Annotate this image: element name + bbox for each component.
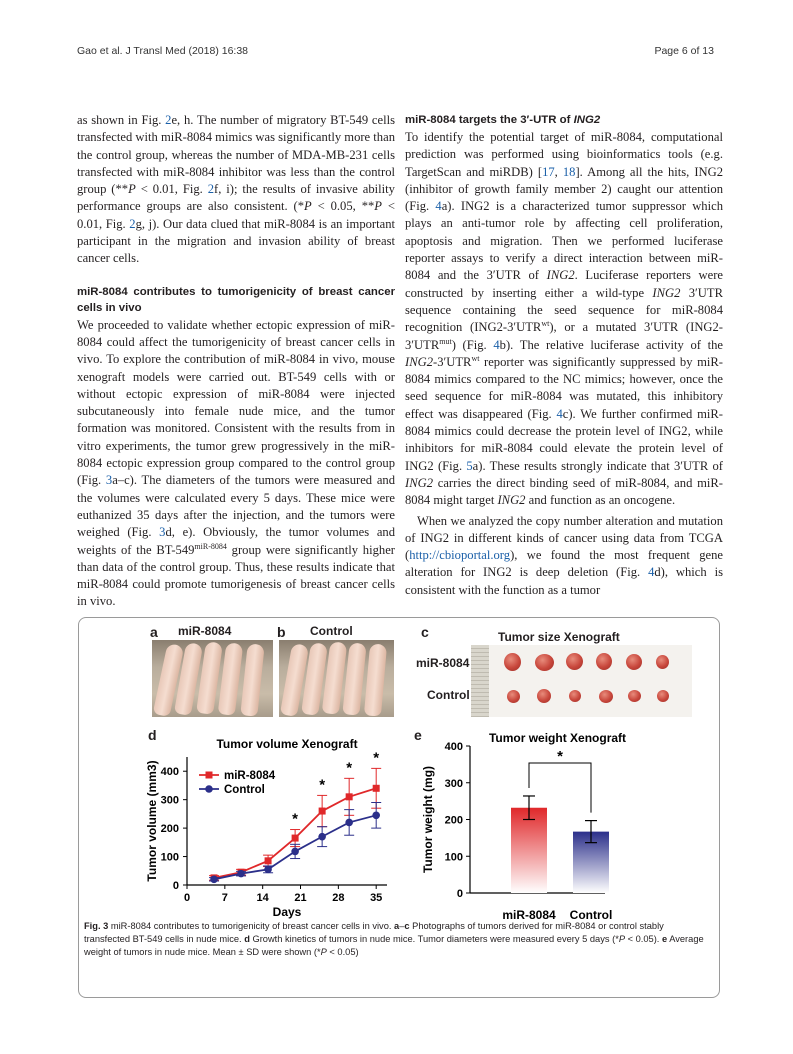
y-tick-label: 100: [444, 851, 463, 864]
x-tick-label: 28: [332, 892, 345, 904]
ruler: [471, 645, 489, 717]
data-point: [264, 866, 272, 874]
paragraph: We proceeded to validate whether ectopic expression of miR-8084 could affect the tumorigenicity of breast cancer cells in vivo. To explore the contribution of miR-8084 in vivo, mouse xenograft models were carried out. BT-549 cells with or without ectopic expression of miR-8084 were injected subcutaneously into female nude mice, and the tumor formation was monitored. Consistent with the results from in vitro experiments, the tumor grew progressively in the miR-8084 ectopic expression group compared to the control group (Fig. 3a–c). The diameters of the tumors were measured and the volumes were calculated every 5 days. These mice were euthanized 35 days after the injection, and the tumors were weighed (Fig. 3d, e). Obviously, the tumor volumes and weights of the $BT-549^{miR-8084}$ group were significantly higher than data of the control group. Thus, these results indicate that miR-8084 could promote tumorigenesis of breast cancer cells in vivo.: [77, 317, 396, 609]
y-axis-label: Tumor volume (mm3): [145, 760, 159, 882]
x-axis-label: Days: [272, 905, 302, 919]
data-point: [265, 857, 272, 864]
section-heading: miR-8084 contributes to tumorigenicity of breast cancer cells in vivo: [77, 285, 395, 314]
x-tick-label: 21: [294, 892, 307, 904]
figure-link[interactable]: 4: [435, 199, 442, 214]
panel-letter-b: b: [277, 624, 286, 640]
y-axis-label: Tumor weight (mg): [421, 765, 435, 874]
data-point: [210, 876, 218, 884]
significance-star: *: [373, 749, 380, 767]
category-label: miR-8084: [502, 908, 556, 922]
section-heading: miR-8084 targets the 3′-UTR of ING2: [405, 114, 601, 126]
y-tick-label: 400: [160, 766, 179, 779]
citation-link[interactable]: 18: [562, 164, 576, 179]
figure-link[interactable]: 2: [165, 113, 172, 127]
y-tick-label: 200: [160, 823, 179, 836]
figure-link[interactable]: 4: [648, 565, 655, 580]
tumor-photo: [471, 645, 692, 717]
page-number: Page 6 of 13: [654, 45, 714, 57]
legend-label: miR-8084: [224, 770, 276, 782]
data-point: [373, 785, 380, 792]
data-point: [319, 808, 326, 815]
x-tick-label: 0: [183, 892, 191, 904]
panel-letter-d: d: [148, 727, 157, 743]
category-label: Control: [569, 908, 613, 922]
x-tick-label: 14: [256, 892, 269, 904]
y-tick-label: 200: [444, 814, 463, 827]
figure-link[interactable]: 2: [129, 216, 136, 231]
y-tick-label: 100: [160, 851, 179, 864]
panel-c-row-label: miR-8084: [416, 656, 470, 670]
tumor-volume-chart: [142, 732, 402, 919]
mice-photo-control: [279, 640, 394, 717]
citation-link[interactable]: 17: [542, 164, 555, 179]
data-point: [237, 870, 245, 878]
data-point: [291, 848, 299, 856]
tumor-weight-chart: [420, 732, 660, 922]
figure-link[interactable]: 4: [493, 337, 500, 352]
y-tick-label: 300: [160, 794, 179, 807]
figure-link[interactable]: 3: [105, 473, 113, 488]
x-tick-label: 35: [370, 892, 383, 904]
left-column: [77, 112, 395, 611]
chart-title: Tumor weight Xenograft: [488, 731, 627, 745]
running-header: Gao et al. J Transl Med (2018) 16:38: [77, 45, 249, 57]
panel-c-title: Tumor size Xenograft: [498, 630, 620, 644]
data-point: [318, 833, 326, 841]
panel-b-title: Control: [310, 624, 353, 638]
significance-bracket: [529, 763, 591, 813]
y-tick-label: 0: [172, 880, 179, 892]
chart-title: Tumor volume Xenograft: [216, 737, 358, 751]
data-point: [372, 812, 380, 820]
y-tick-label: 0: [456, 888, 463, 900]
paragraph: To identify the potential target of miR-8084, computational prediction was performed using bioinformatics tools (e.g. TargetScan and miRDB) [17, 18]. Among all the hits, ING2 (inhibitor of growth family member 2) caught our attention (Fig. 4a). ING2 is a characterized tumor suppressor which plays an anti-tumor role by affecting cell proliferation, apoptosis and migration. Then we performed luciferase reporter assays to verify a direct interaction between miR-8084 and the 3′UTR of ING2. Luciferase reporters were constructed by inserting either a wild-type ING2 3′UTR sequence containing the seed sequence for miR-8084 recognition $(ING2-3'UTR^{wt})$, or a mutated 3′UTR $(ING2-3'UTR^{mut})$ (Fig. 4b). The relative luciferase activity of the $ING2-3'UTR^{wt}$ reporter was significantly suppressed by miR-8084 mimics compared to the NC mimics; however, once the seed sequence for miR-8084 was mutated, this inhibitory effect was disappeared (Fig. 4c). We further confirmed miR-8084 mimics could decrease the protein level of ING2, while inhibitors for miR-8084 could elevate the protein level of ING2 (Fig. 5a). These results strongly indicate that 3′UTR of ING2 carries the direct binding seed of miR-8084, and miR-8084 might target ING2 and function as an oncogene.: [405, 130, 724, 508]
figure-link[interactable]: 5: [466, 458, 473, 473]
panel-letter-c: c: [421, 624, 429, 640]
legend-marker: [205, 785, 213, 793]
external-link[interactable]: http://cbioportal.org: [409, 548, 511, 563]
panel-c-row-label: Control: [427, 688, 470, 702]
significance-star: *: [346, 759, 353, 777]
significance-star: *: [557, 748, 563, 765]
panel-a-title: miR-8084: [178, 624, 232, 638]
x-tick-label: 7: [221, 892, 228, 904]
y-tick-label: 400: [444, 741, 463, 753]
panel-letter-e: e: [414, 727, 422, 743]
legend-marker: [206, 772, 213, 779]
figure-link[interactable]: 4: [556, 406, 563, 421]
panel-letter-a: a: [150, 624, 158, 640]
paragraph: as shown in Fig. 2e, h. The number of migratory BT-549 cells transfected with miR-8084 mimics was significantly more than the control group, whereas the number of MDA-MB-231 cells transfected with miR-8084 inhibitor was less than the control group (**P < 0.01, Fig. 2f, i); the results of invasive ability performance groups are also consistent. (*P < 0.05, **P < 0.01, Fig. 2g, j). Our data clued that miR-8084 is an important participant in the migration and invasion ability of breast cancer cells.: [77, 113, 396, 266]
y-tick-label: 300: [444, 777, 463, 790]
mice-photo-mir8084: [152, 640, 273, 717]
data-point: [292, 835, 299, 842]
right-column: [405, 112, 723, 599]
figure-caption: Fig. 3 miR-8084 contributes to tumorigenicity of breast cancer cells in vivo. a–c Photographs of tumors derived for miR-8084 or control stably transfected BT-549 cells in nude mice. d Growth kinetics of tumors in nude mice. Tumor diameters were measured every 5 days (*P < 0.05). e Average weight of tumors in nude mice. Mean ± SD were shown (*P < 0.05): [84, 921, 704, 958]
figure-link[interactable]: 2: [207, 182, 215, 197]
data-point: [345, 819, 353, 827]
figure-link[interactable]: 3: [159, 525, 166, 540]
significance-star: *: [292, 810, 299, 828]
bar-mir8084: [511, 808, 547, 893]
paragraph: When we analyzed the copy number alteration and mutation of ING2 in different kinds of cancer using data from TCGA (http://cbioportal.org), we found the most frequent gene alteration for ING2 is deep deletion (Fig. 4d), which is consistent with the function as a tumor: [405, 513, 723, 597]
data-point: [346, 793, 353, 800]
legend-label: Control: [224, 784, 265, 796]
significance-star: *: [319, 776, 326, 794]
